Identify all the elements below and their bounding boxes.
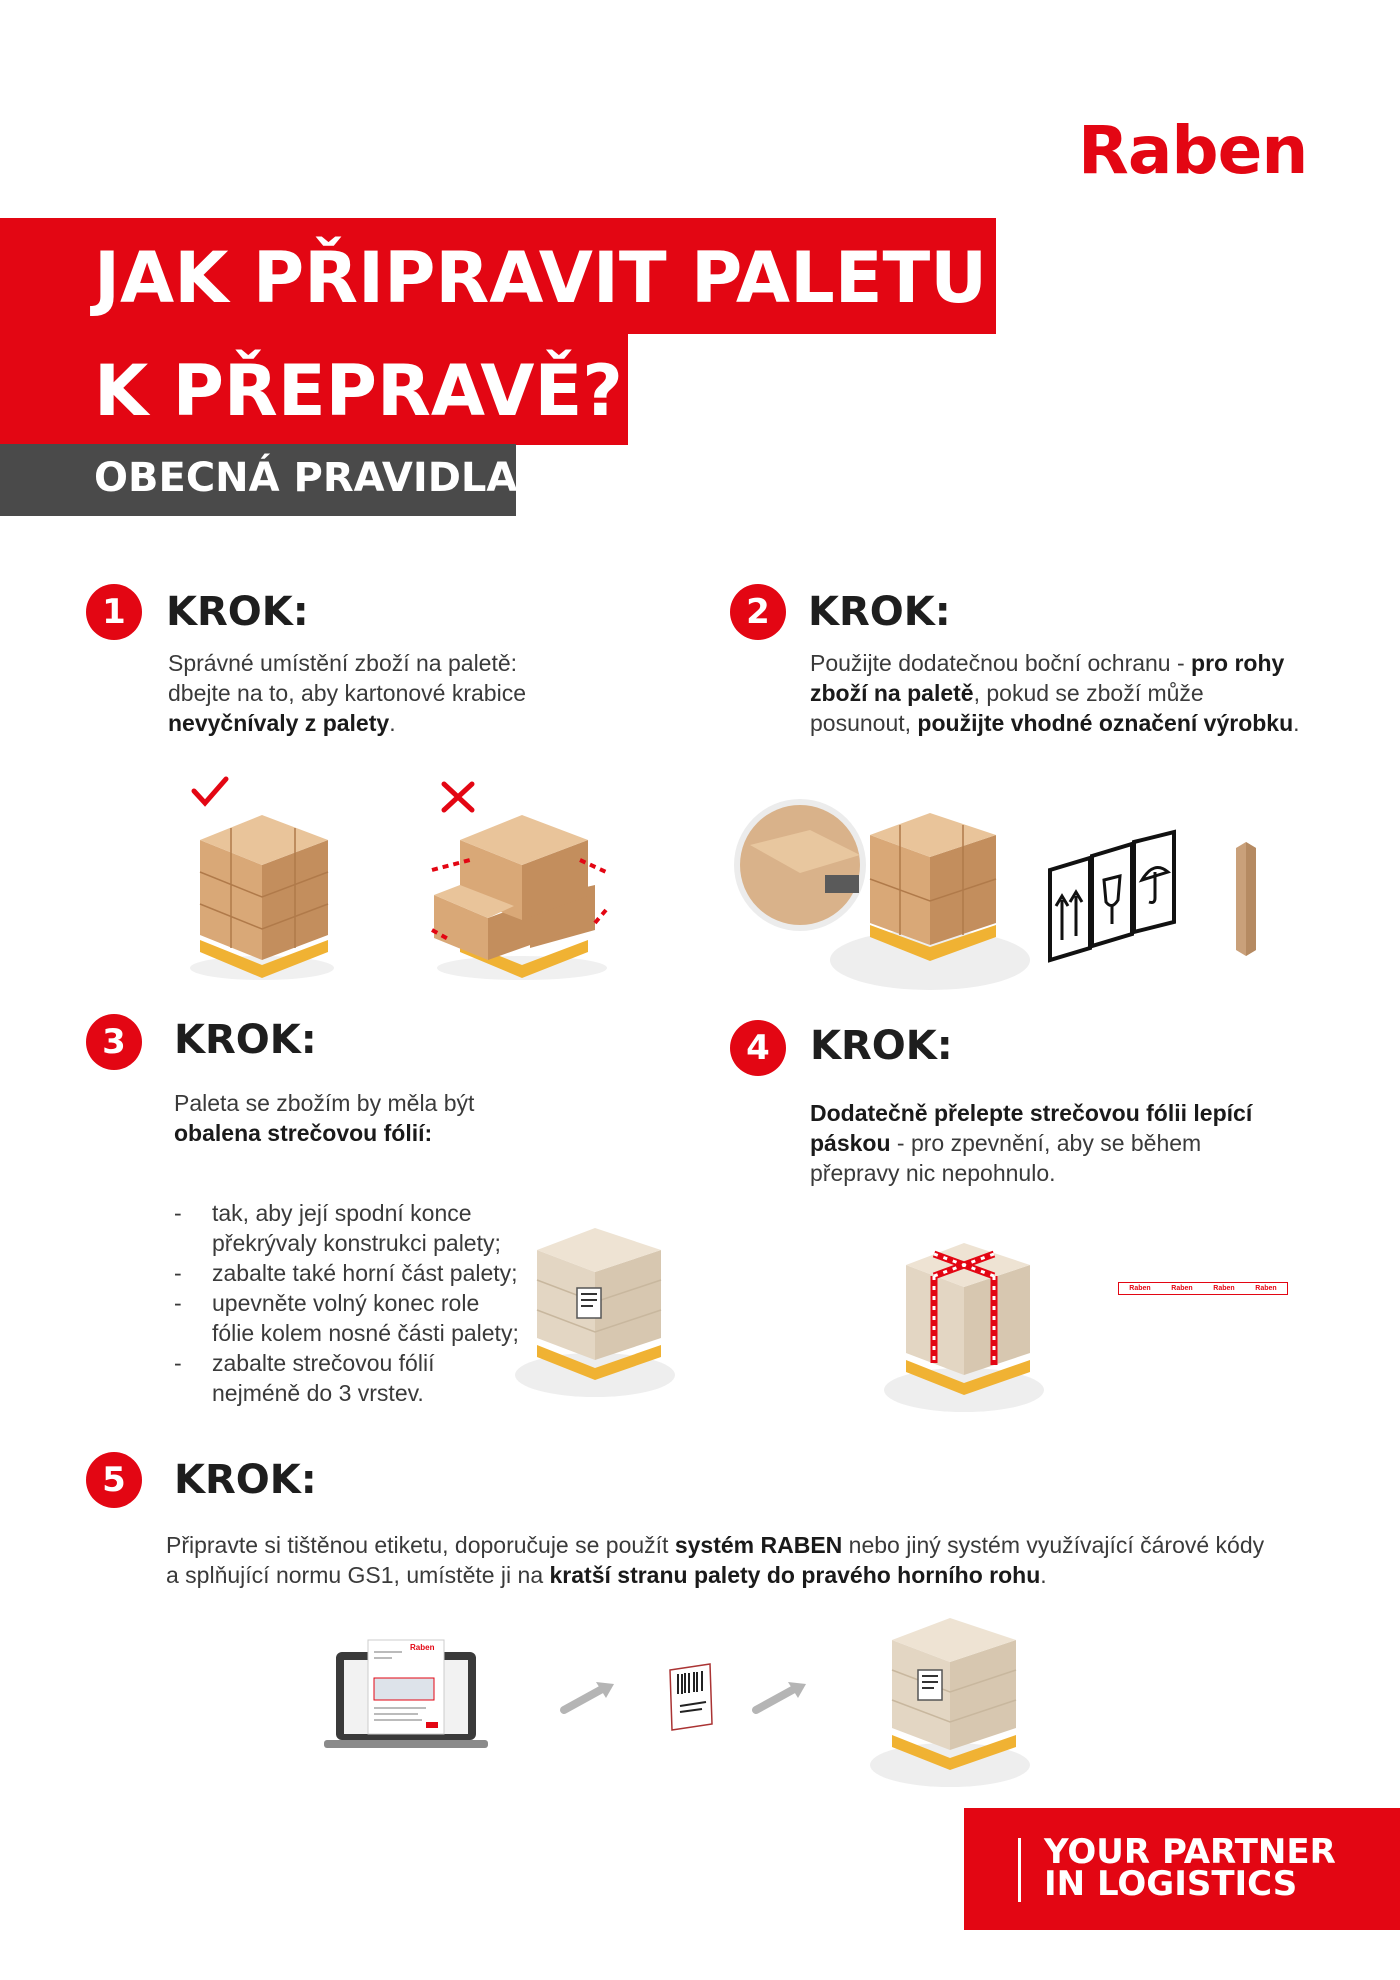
step-3-bullet-4: - zabalte strečovou fólií nejméně do 3 vrstev.	[174, 1348, 519, 1408]
barcode-label-icon	[668, 1664, 714, 1730]
screen-brand-label: Raben	[410, 1643, 435, 1652]
footer-slogan-line-1: YOUR PARTNER	[1044, 1832, 1336, 1872]
taped-pallet-illustration	[884, 1235, 1044, 1410]
tape-label: Raben	[1171, 1285, 1193, 1292]
arrow-right-icon	[752, 1680, 808, 1716]
text-line: zboží na paletě, pokud se zboží může	[810, 680, 1204, 706]
labeled-pallet-illustration	[870, 1610, 1030, 1785]
text-line: nevyčnívaly z palety.	[168, 710, 396, 736]
corner-protection-illustration	[730, 795, 1010, 995]
page-title-line-1: JAK PŘIPRAVIT PALETU	[94, 237, 988, 319]
text-line: Paleta se zbožím by měla být	[174, 1090, 475, 1116]
step-3-text	[174, 1088, 474, 1148]
footer-divider	[1018, 1838, 1021, 1902]
text-line: Správné umístění zboží na paletě:	[168, 650, 518, 676]
step-4-badge: 4	[730, 1020, 786, 1076]
tape-label: Raben	[1255, 1285, 1277, 1292]
text-line: Dodatečně přelepte strečovou fólii lepící	[810, 1100, 1253, 1126]
text-line: páskou - pro zpevnění, aby se během	[810, 1130, 1202, 1156]
page-title-line-2: K PŘEPRAVĚ?	[94, 350, 623, 432]
step-5-heading: KROK:	[174, 1457, 317, 1503]
step-3-bullet-1: - tak, aby její spodní konce překrývaly konstrukci palety;	[174, 1198, 519, 1258]
step-3-bullet-2: - zabalte také horní část palety;	[174, 1258, 519, 1288]
raben-tape	[1118, 1282, 1288, 1295]
tape-label: Raben	[1213, 1285, 1235, 1292]
handling-symbols-icon	[1048, 830, 1188, 960]
text-line: přepravy nic nepohnulo.	[810, 1160, 1056, 1186]
step-4-text	[810, 1098, 1252, 1188]
step-5-badge: 5	[86, 1452, 142, 1508]
step-3-badge: 3	[86, 1014, 142, 1070]
text-line: posunout, použijte vhodné označení výrobku.	[810, 710, 1300, 736]
step-2-text	[810, 648, 1300, 738]
step-1-heading: KROK:	[166, 589, 309, 635]
step-3-bullet-3: - upevněte volný konec role fólie kolem nosné části palety;	[174, 1288, 519, 1348]
tape-label: Raben	[1129, 1285, 1151, 1292]
raben-logo: Raben	[1078, 112, 1308, 189]
corner-protector-icon	[1232, 840, 1260, 958]
correct-pallet-illustration	[190, 800, 340, 980]
step-1-text	[168, 648, 526, 738]
wrapped-pallet-illustration	[515, 1220, 675, 1395]
step-1-badge: 1	[86, 584, 142, 640]
step-5-text	[166, 1530, 1264, 1590]
text-line: obalena strečovou fólií:	[174, 1120, 433, 1146]
text-line: Připravte si tištěnou etiketu, doporučuje se použít systém RABEN nebo jiný systém využívající čárové kódy	[166, 1532, 1265, 1558]
laptop-icon	[322, 1640, 492, 1755]
footer-slogan-line-2: IN LOGISTICS	[1044, 1864, 1298, 1904]
incorrect-pallet-illustration	[430, 800, 610, 980]
step-3-bullets	[174, 1198, 519, 1408]
arrow-right-icon	[560, 1680, 616, 1716]
text-line: Použijte dodatečnou boční ochranu - pro rohy	[810, 650, 1285, 676]
text-line: a splňující normu GS1, umístěte ji na kratší stranu palety do pravého horního rohu.	[166, 1562, 1047, 1588]
text-line: dbejte na to, aby kartonové krabice	[168, 680, 527, 706]
step-2-heading: KROK:	[808, 589, 951, 635]
footer-slogan	[1044, 1832, 1336, 1904]
step-4-heading: KROK:	[810, 1023, 953, 1069]
step-2-badge: 2	[730, 584, 786, 640]
step-3-heading: KROK:	[174, 1017, 317, 1063]
page-subtitle: OBECNÁ PRAVIDLA	[94, 455, 518, 501]
